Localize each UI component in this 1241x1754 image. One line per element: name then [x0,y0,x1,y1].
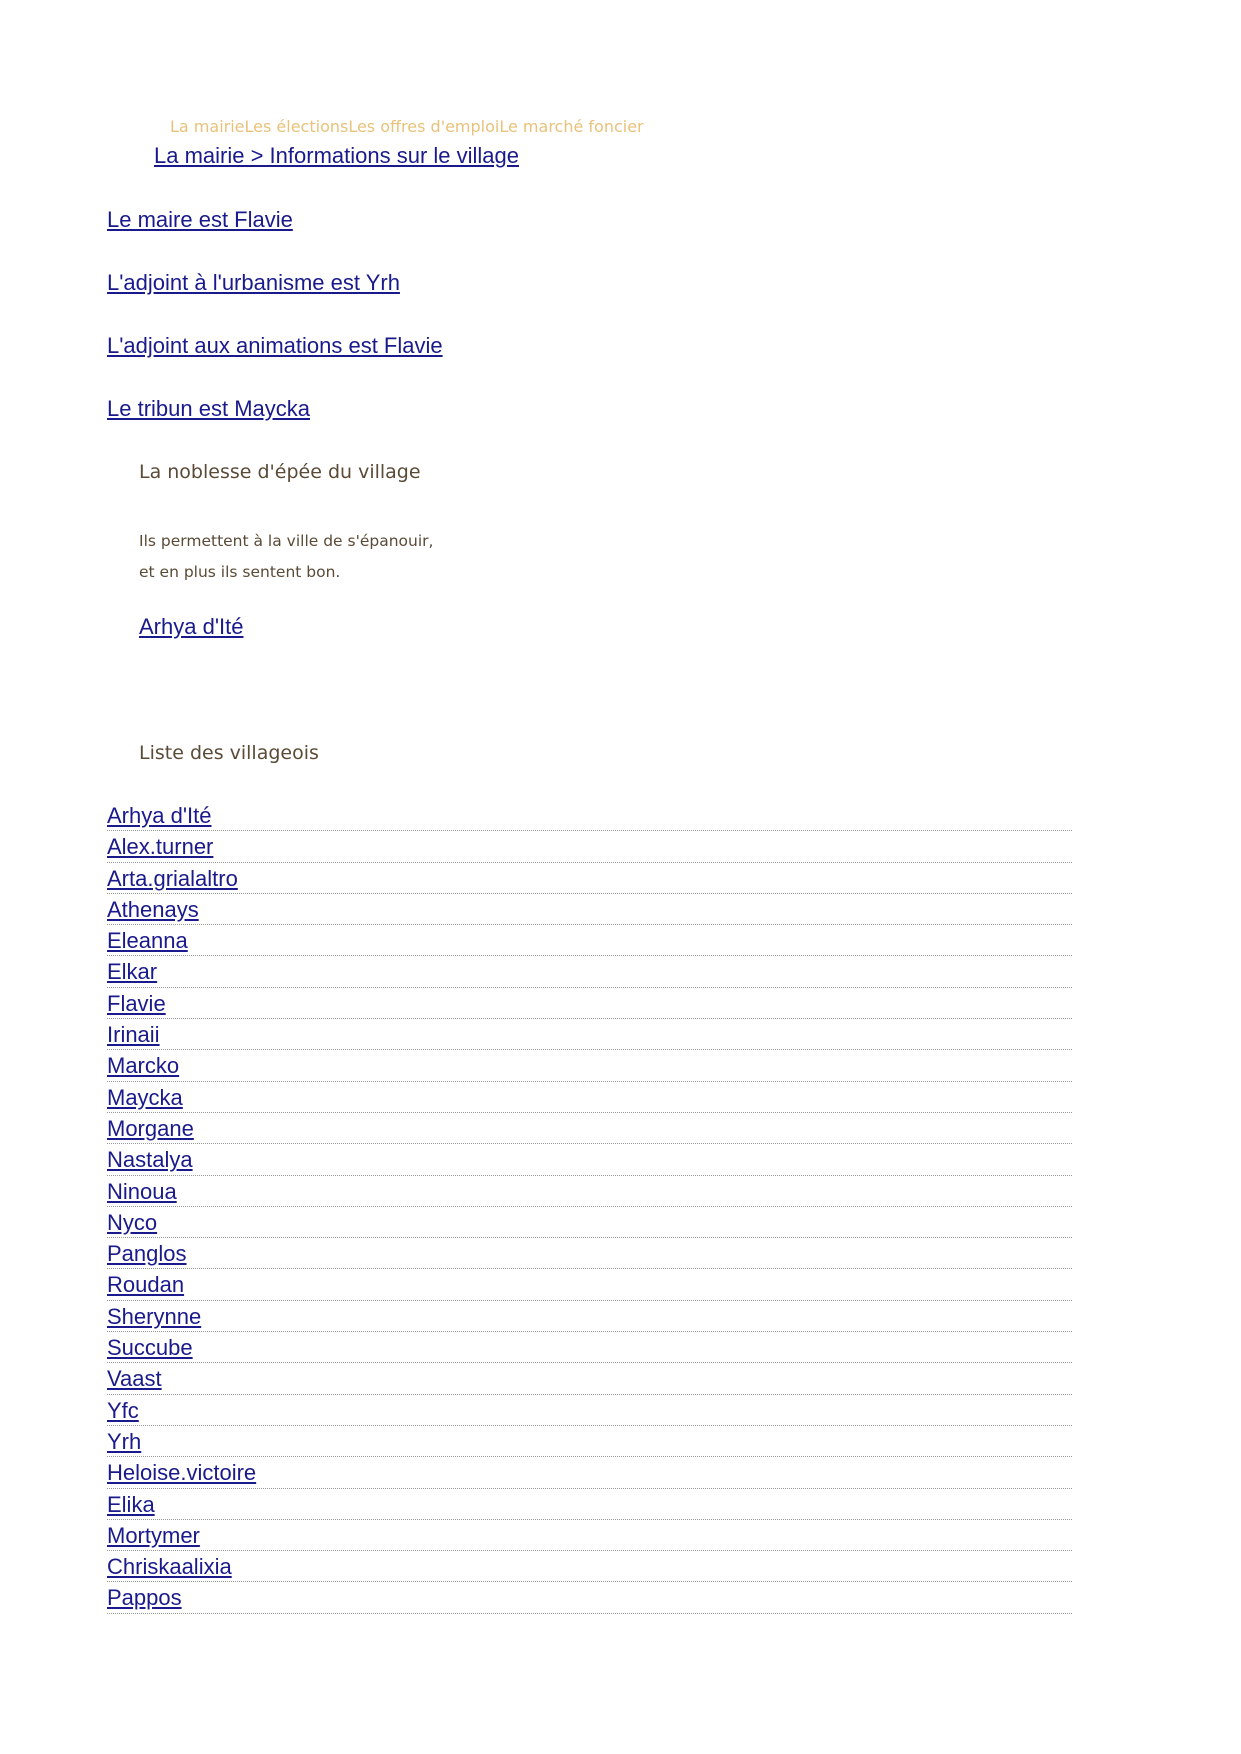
list-item [107,1364,1072,1394]
nobility-desc-line-2: et en plus ils sentent bon. [139,563,341,581]
villager-link[interactable]: Nyco [107,1209,158,1235]
villager-link[interactable]: Heloise.victoire [107,1460,257,1486]
villager-link[interactable]: Pappos [107,1585,182,1611]
list-item [107,1145,1072,1175]
village-roles [107,206,443,458]
villager-link[interactable]: Morgane [107,1115,194,1141]
villager-link[interactable]: Flavie [107,990,166,1016]
villager-link[interactable]: Eleanna [107,928,188,954]
role-adjoint-animations[interactable]: L'adjoint aux animations est Flavie [107,333,443,358]
villager-link[interactable]: Irinaii [107,1022,160,1048]
villager-link[interactable]: Nastalya [107,1147,193,1173]
role-adjoint-urbanisme[interactable]: L'adjoint à l'urbanisme est Yrh [107,270,400,295]
breadcrumb[interactable]: La mairie > Informations sur le village [154,143,519,168]
list-item [107,1114,1072,1144]
list-item [107,1083,1072,1113]
nobility-member-link[interactable]: Arhya d'Ité [139,614,244,639]
list-item [107,801,1072,831]
list-item [107,1051,1072,1081]
villager-link[interactable]: Alex.turner [107,834,214,860]
villager-link[interactable]: Ninoua [107,1178,177,1204]
villager-link[interactable]: Elika [107,1491,155,1517]
list-item [107,1333,1072,1363]
list-item [107,989,1072,1019]
villagers-title: Liste des villageois [139,742,319,764]
villager-link[interactable]: Elkar [107,959,158,985]
villager-link[interactable]: Maycka [107,1084,183,1110]
list-item [107,926,1072,956]
nav-la-mairie[interactable]: La mairie [170,117,245,136]
villager-link[interactable]: Yrh [107,1428,142,1454]
list-item [107,1177,1072,1207]
villager-link[interactable]: Chriskaalixia [107,1554,232,1580]
villager-link[interactable]: Mortymer [107,1522,200,1548]
list-item [107,957,1072,987]
list-item [107,864,1072,894]
nav-elections[interactable]: Les élections [244,117,349,136]
villager-link[interactable]: Panglos [107,1241,187,1267]
villager-link[interactable]: Arta.grialaltro [107,865,238,891]
villagers-list [107,801,1072,1615]
nav-offres-emploi[interactable]: Les offres d'emploi [348,117,500,136]
villager-link[interactable]: Succube [107,1335,193,1361]
villager-link[interactable]: Roudan [107,1272,185,1298]
list-item [107,1396,1072,1426]
list-item [107,1552,1072,1582]
list-item [107,895,1072,925]
villager-link[interactable]: Arhya d'Ité [107,803,212,828]
list-item [107,1458,1072,1488]
list-item [107,1208,1072,1238]
villager-link[interactable]: Sherynne [107,1303,202,1329]
list-item [107,1239,1072,1269]
nobility-title: La noblesse d'épée du village [139,461,421,483]
nav-marche-foncier[interactable]: Le marché foncier [499,117,644,136]
villager-link[interactable]: Yfc [107,1397,139,1423]
list-item [107,1020,1072,1050]
list-item [107,1490,1072,1520]
list-item [107,1302,1072,1332]
villager-link[interactable]: Marcko [107,1053,180,1079]
role-maire[interactable]: Le maire est Flavie [107,207,293,232]
villager-link[interactable]: Vaast [107,1366,162,1392]
list-item [107,1427,1072,1457]
list-item [107,1583,1072,1613]
nobility-description [139,526,433,588]
list-item [107,1270,1072,1300]
list-item [107,1521,1072,1551]
role-tribun[interactable]: Le tribun est Maycka [107,396,310,421]
villager-link[interactable]: Athenays [107,896,199,922]
top-navigation [170,117,644,136]
list-item [107,832,1072,862]
nobility-desc-line-1: Ils permettent à la ville de s'épanouir, [139,532,434,550]
